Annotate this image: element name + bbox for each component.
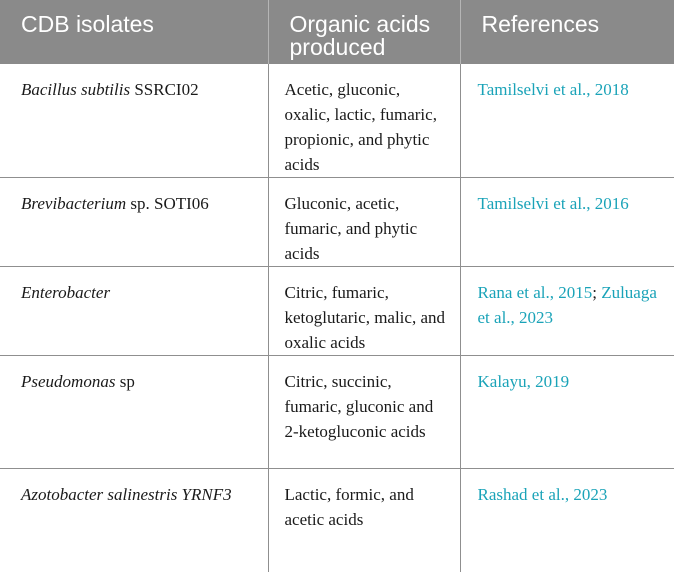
- table-row: [0, 178, 674, 267]
- isolate-name-italic: Enterobacter: [21, 283, 111, 302]
- isolate-name-italic: Brevibacterium: [21, 194, 127, 213]
- reference-link[interactable]: Tamilselvi et al., 2018: [477, 80, 629, 99]
- acids-cell: Acetic, gluconic, oxalic, lactic, fumaric, propionic, and phytic acids: [268, 64, 460, 178]
- reference-link[interactable]: Tamilselvi et al., 2016: [477, 194, 629, 213]
- table-row: [0, 356, 674, 469]
- isolate-cell: [0, 178, 268, 267]
- reference-link[interactable]: Zuluaga et al., 2023: [477, 283, 657, 327]
- header-references: References: [460, 0, 674, 64]
- isolate-name-italic: Pseudomonas: [21, 372, 116, 391]
- references-cell: [460, 356, 674, 469]
- table-row: [0, 469, 674, 572]
- isolate-name-suffix: sp. SOTI06: [126, 194, 209, 213]
- isolate-cell: [0, 469, 268, 572]
- references-cell: [460, 64, 674, 178]
- acids-cell: Citric, fumaric, ketoglutaric, malic, and oxalic acids: [268, 267, 460, 356]
- table-row: [0, 64, 674, 178]
- isolate-name-suffix: SSRCI02: [130, 80, 199, 99]
- header-cdb-isolates: CDB isolates: [21, 11, 154, 37]
- references-cell: [460, 469, 674, 572]
- table-row: [0, 267, 674, 356]
- isolate-name-italic: Bacillus subtilis: [21, 80, 131, 99]
- isolate-cell: [0, 64, 268, 178]
- reference-separator: ;: [592, 283, 597, 302]
- acids-cell: Citric, succinic, fumaric, gluconic and 2-ketogluconic acids: [268, 356, 460, 469]
- isolate-cell: [0, 267, 268, 356]
- references-cell: [460, 267, 674, 356]
- references-cell: [460, 178, 674, 267]
- table-header-row: [0, 0, 674, 64]
- isolate-name-suffix: sp: [115, 372, 135, 391]
- reference-link[interactable]: Kalayu, 2019: [477, 372, 570, 391]
- acids-cell: Lactic, formic, and acetic acids: [268, 469, 460, 572]
- isolate-name-italic: Azotobacter salinestris YRNF3: [21, 485, 232, 504]
- header-organic-acids: Organic acids produced: [268, 0, 460, 64]
- reference-link[interactable]: Rana et al., 2015: [477, 283, 593, 302]
- reference-link[interactable]: Rashad et al., 2023: [477, 485, 608, 504]
- isolate-cell: [0, 356, 268, 469]
- acids-cell: Gluconic, acetic, fumaric, and phytic acids: [268, 178, 460, 267]
